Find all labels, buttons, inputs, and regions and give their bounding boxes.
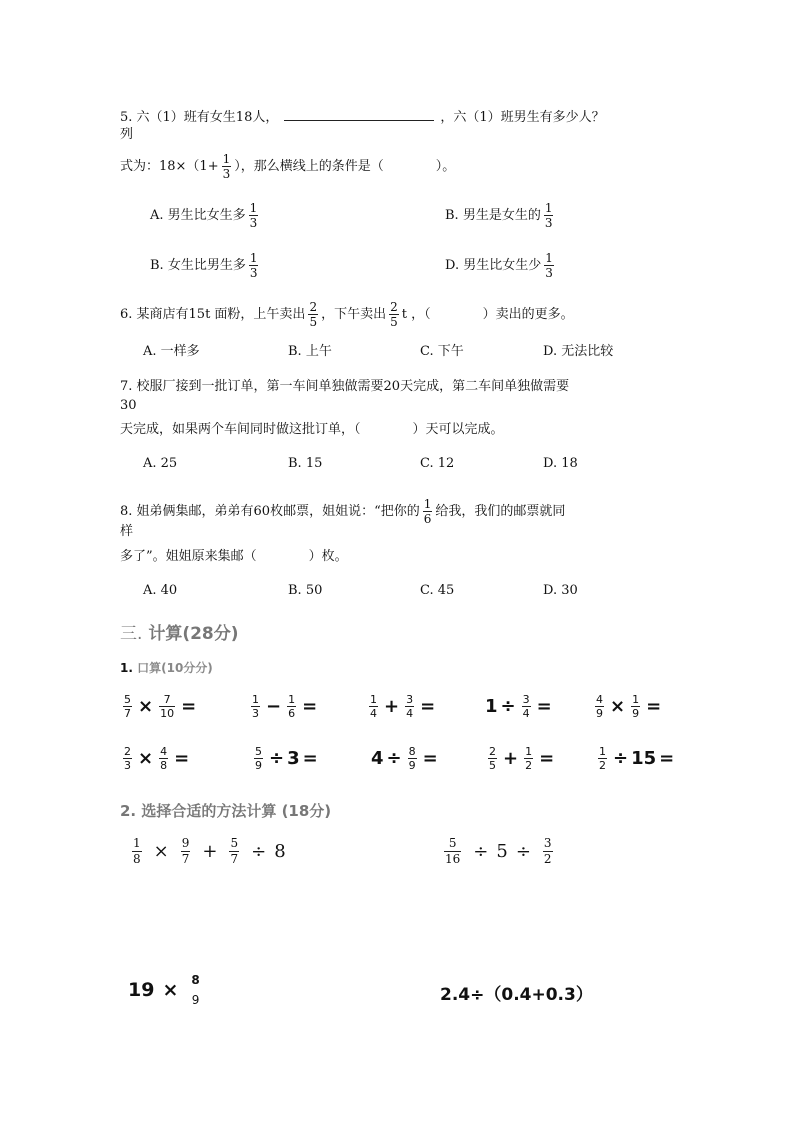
method-calc-4[interactable]: 2.4÷（0.4+0.3）	[440, 985, 593, 1005]
q8-line1: 8. 姐弟俩集邮，弟弟有60枚邮票，姐姐说：“把你的 $\frac{1}{6}$ 给我，我们的邮票就同	[120, 497, 566, 526]
method-calc-1[interactable]: $\frac{1}{8}$ × $\frac{9}{7}$ + $\frac{5}{7}$ ÷ 8	[133, 836, 286, 866]
q5-line2	[120, 152, 455, 181]
oral-item-1[interactable]: $\frac{5}{7}$ × $\frac{7}{10}$ =	[124, 693, 197, 720]
q5-line1-wrap: 列	[120, 127, 134, 142]
q8-line1-wrap: 样	[120, 524, 134, 539]
oral-item-10[interactable]: $\frac{1}{2}$ ÷ 15 =	[599, 745, 675, 772]
method-calc-3[interactable]: 19 × 8 9	[128, 973, 200, 1007]
q7-option-a[interactable]: A. 25	[143, 456, 178, 471]
q5-fraction: $\frac{1}{3}$	[222, 152, 231, 181]
q5-answer-blank[interactable]	[284, 108, 434, 121]
q8-fraction: $\frac{1}{6}$	[423, 497, 432, 526]
q5-close: ）。	[435, 159, 456, 174]
oral-item-7[interactable]: $\frac{5}{9}$ ÷ 3 =	[255, 745, 318, 772]
q6-option-d[interactable]: D. 无法比较	[543, 344, 614, 359]
q5-option-c[interactable]: B. 女生比男生多 $\frac{1}{3}$	[150, 251, 258, 280]
q5-option-a[interactable]: A. 男生比女生多 $\frac{1}{3}$	[150, 201, 258, 230]
q6-fraction-afternoon: $\frac{2}{5}$	[390, 300, 398, 329]
q5-option-b[interactable]: B. 男生是女生的 $\frac{1}{3}$	[445, 201, 553, 230]
q6-option-b[interactable]: B. 上午	[288, 344, 332, 359]
q8-option-c[interactable]: C. 45	[420, 583, 455, 598]
q7-option-d[interactable]: D. 18	[543, 456, 578, 471]
oral-item-8[interactable]: 4 ÷ $\frac{8}{9}$ =	[371, 745, 438, 772]
section3-heading	[120, 619, 239, 644]
section3-prefix: 三.	[120, 624, 143, 644]
q7-line1: 7. 校服厂接到一批订单，第一车间单独做需要20天完成，第二车间单独做需要	[120, 379, 570, 394]
q5-option-d[interactable]: D. 男生比女生少 $\frac{1}{3}$	[445, 251, 553, 280]
q8-line2: 多了”。姐姐原来集邮（ ）枚。	[120, 549, 348, 564]
oral-item-2[interactable]: $\frac{1}{3}$ − $\frac{1}{6}$ =	[252, 693, 318, 720]
oral-item-6[interactable]: $\frac{2}{3}$ × $\frac{4}{8}$ =	[124, 745, 190, 772]
q7-line1-wrap: 30	[120, 398, 137, 413]
q6-stem: 6. 某商店有15t 面粉，上午卖出 $\frac{2}{5}$ ，下午卖出 $\frac{2}{5}$ t ，（ ）卖出的更多。	[120, 300, 574, 329]
oral-title: 口算(10分分)	[137, 661, 213, 675]
oral-heading	[120, 659, 213, 676]
q8-option-b[interactable]: B. 50	[288, 583, 323, 598]
q6-option-c[interactable]: C. 下午	[420, 344, 464, 359]
oral-item-3[interactable]: $\frac{1}{4}$ + $\frac{3}{4}$ =	[370, 693, 436, 720]
q6-fraction-morning: $\frac{2}{5}$	[309, 300, 318, 329]
q7-option-b[interactable]: B. 15	[288, 456, 323, 471]
q7-option-c[interactable]: C. 12	[420, 456, 455, 471]
oral-item-5[interactable]: $\frac{4}{9}$ × $\frac{1}{9}$ =	[596, 693, 662, 720]
q5-stem-question: ，六（1）班男生有多少人？	[440, 110, 605, 125]
oral-item-9[interactable]: $\frac{2}{5}$ + $\frac{1}{2}$ =	[489, 745, 555, 772]
q5-line1	[120, 108, 605, 127]
q6-option-a[interactable]: A. 一样多	[143, 344, 200, 359]
method-calc-2[interactable]: $\frac{5}{16}$ ÷ 5 ÷ $\frac{3}{2}$	[445, 836, 552, 866]
q7-line2: 天完成，如果两个车间同时做这批订单，（ ）天可以完成。	[120, 422, 504, 437]
oral-item-4[interactable]: 1 ÷ $\frac{3}{4}$ =	[485, 693, 552, 720]
oral-number: 1.	[120, 661, 133, 675]
q5-stem-start: 5. 六（1）班有女生18人，	[120, 110, 279, 125]
q5-formula-text: 式为：18×（1+	[120, 159, 219, 174]
q8-option-a[interactable]: A. 40	[143, 583, 178, 598]
section3-title: 计算(28分)	[148, 624, 239, 644]
method-calc-heading: 2. 选择合适的方法计算 (18分)	[120, 802, 332, 820]
q8-option-d[interactable]: D. 30	[543, 583, 578, 598]
q5-condition-text: ），那么横线上的条件是（	[234, 159, 384, 174]
